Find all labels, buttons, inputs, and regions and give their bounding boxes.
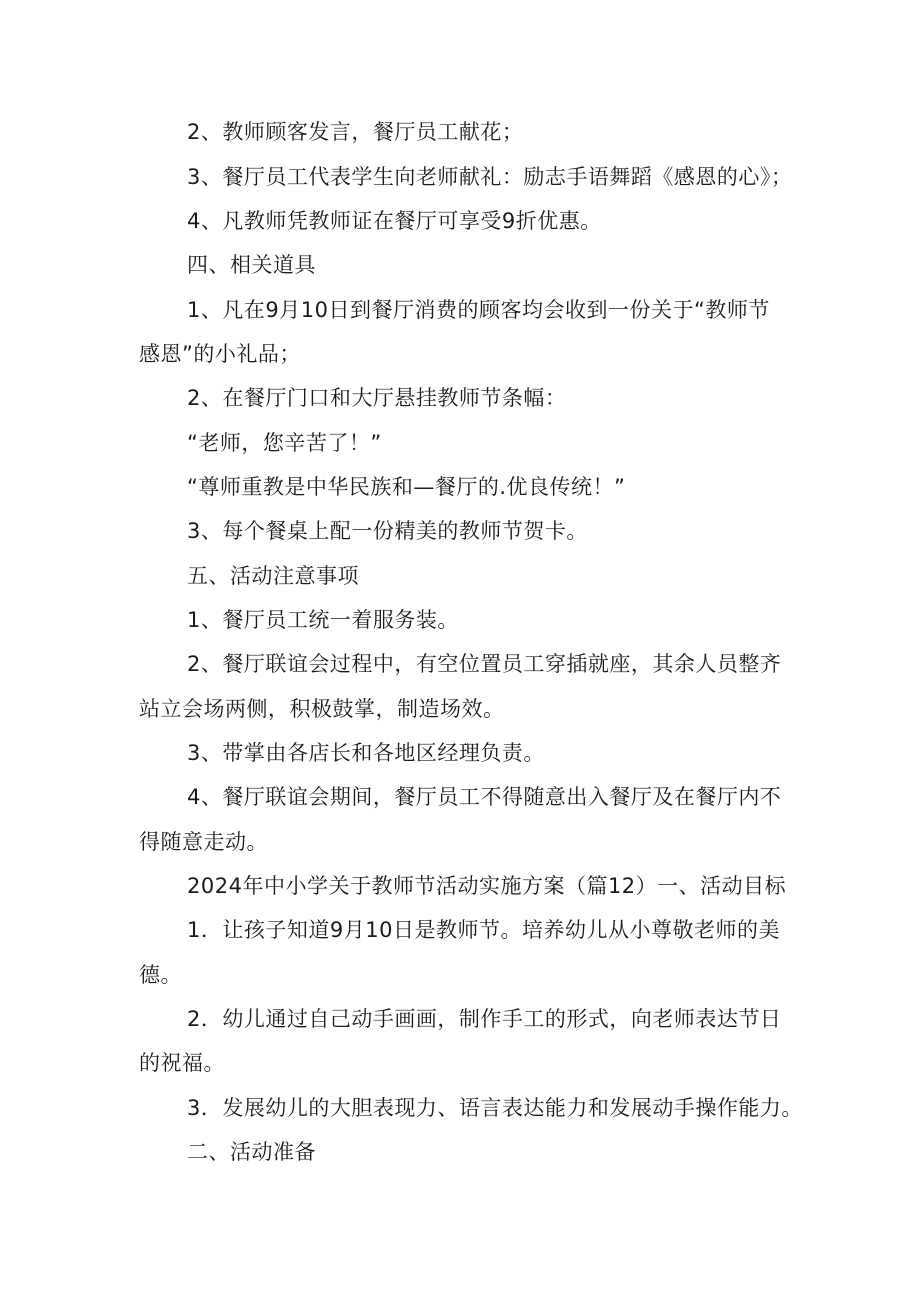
- text-line-15: 3、带掌由各店长和各地区经理负责。: [187, 741, 545, 765]
- text-line-1: 2、教师顾客发言，餐厅员工献花；: [187, 120, 524, 144]
- text-line-14: 站立会场两侧，积极鼓掌，制造场效。: [139, 697, 505, 721]
- text-line-17: 得随意走动。: [139, 830, 268, 854]
- banner-quote-2: “尊师重教是中华民族和—餐厅的.优良传统！”: [187, 475, 626, 499]
- text-line-13: 2、餐厅联谊会过程中，有空位置员工穿插就座，其余人员整齐: [187, 652, 782, 676]
- text-line-16: 4、餐厅联谊会期间，餐厅员工不得随意出入餐厅及在餐厅内不: [187, 785, 782, 809]
- text-line-23: 3．发展幼儿的大胆表现力、语言表达能力和发展动手操作能力。: [187, 1096, 803, 1120]
- text-line-7: 2、在餐厅门口和大厅悬挂教师节条幅：: [187, 386, 567, 410]
- banner-quote-1: “老师，您辛苦了！”: [187, 431, 382, 455]
- text-line-12: 1、餐厅员工统一着服务装。: [187, 608, 459, 632]
- section-heading-4: 四、相关道具: [187, 253, 316, 277]
- text-line-6: 感恩”的小礼品；: [139, 342, 301, 366]
- text-line-5: 1、凡在9月10日到餐厅消费的顾客均会收到一份关于“教师节: [187, 298, 770, 322]
- text-line-10: 3、每个餐桌上配一份精美的教师节贺卡。: [187, 519, 588, 543]
- text-line-2: 3、餐厅员工代表学生向老师献礼：励志手语舞蹈《感恩的心》；: [187, 165, 793, 189]
- text-line-3: 4、凡教师凭教师证在餐厅可享受9折优惠。: [187, 209, 602, 233]
- section-heading-5: 五、活动注意事项: [187, 564, 359, 588]
- text-line-22: 的祝福。: [139, 1051, 225, 1075]
- section-heading-prep: 二、活动准备: [187, 1140, 316, 1164]
- text-line-19: 1．让孩子知道9月10日是教师节。培养幼儿从小尊敬老师的美: [187, 918, 780, 942]
- text-line-21: 2．幼儿通过自己动手画画，制作手工的形式，向老师表达节日: [187, 1007, 782, 1031]
- text-line-20: 德。: [139, 963, 182, 987]
- section-title-plan-12: 2024年中小学关于教师节活动实施方案（篇12）一、活动目标: [187, 874, 787, 898]
